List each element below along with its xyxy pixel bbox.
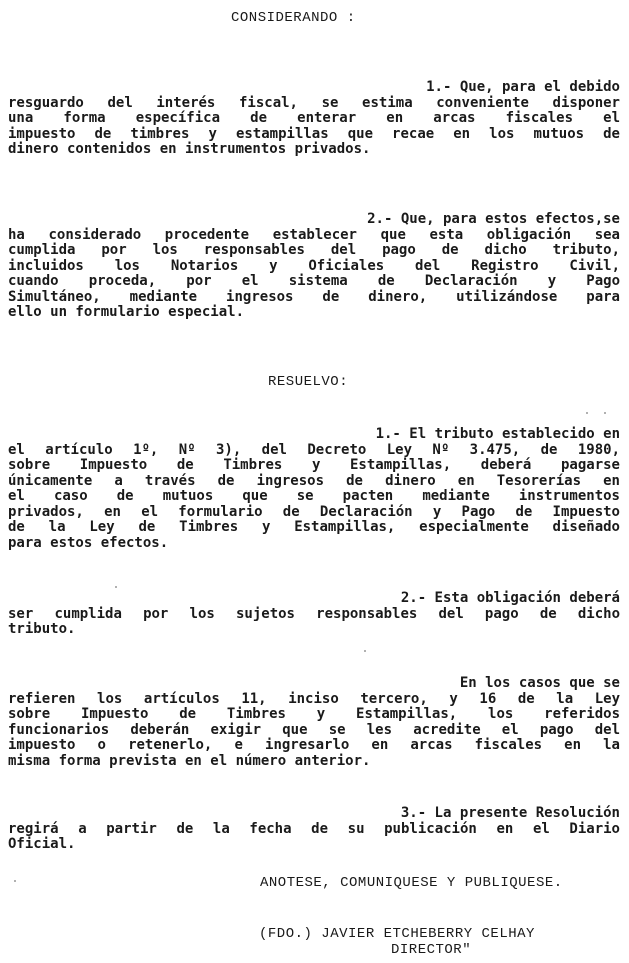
paragraph-line: ello un formulario especial. [8, 304, 245, 320]
signature-name: (FDO.) JAVIER ETCHEBERRY CELHAY [259, 926, 535, 942]
paragraph-line: funcionarios deberán exigir que se les acredite el pago del [8, 721, 620, 738]
scan-speck [604, 412, 606, 414]
paragraph-line: ser cumplida por los sujetos responsables del pago de dicho [8, 605, 620, 622]
paragraph-line: sobre Impuesto de Timbres y Estampillas, deberá pagarse [8, 457, 620, 473]
scan-speck [586, 412, 588, 414]
paragraph-line: 1.- El tributo establecido en [375, 426, 620, 442]
paragraph-line: ha considerado procedente establecer que esta obligación sea [8, 226, 620, 243]
paragraph-line: refieren los artículos 11, inciso tercero, y 16 de la Ley [8, 690, 620, 707]
paragraph-line: 1.- Que, para el debido [426, 79, 620, 95]
paragraph-line: tributo. [8, 621, 76, 637]
considerando-paragraph-2 [8, 212, 620, 321]
paragraph-line: 3.- La presente Resolución [400, 805, 620, 821]
paragraph-line: para estos efectos. [8, 534, 169, 551]
paragraph-line: el artículo 1º, Nº 3), del Decreto Ley Nº 3.475, de 1980, [8, 441, 620, 458]
paragraph-line: de la Ley de Timbres y Estampillas, especialmente diseñado [8, 519, 620, 535]
paragraph-line: dinero contenidos en instrumentos privados. [8, 141, 371, 157]
resuelvo-paragraph-1 [8, 427, 620, 551]
paragraph-line: resguardo del interés fiscal, se estima conveniente disponer [8, 94, 620, 111]
paragraph-line: regirá a partir de la fecha de su publicación en el Diario [8, 820, 620, 837]
resuelvo-paragraph-3 [8, 676, 620, 769]
resuelvo-paragraph-2 [8, 591, 620, 638]
paragraph-line: una forma específica de enterar en arcas fiscales el [8, 110, 620, 126]
paragraph-line: Simultáneo, mediante ingresos de dinero, utilizándose para [8, 288, 620, 305]
scan-speck [364, 650, 366, 652]
signature-title: DIRECTOR" [391, 942, 472, 958]
paragraph-line: el caso de mutuos que se pacten mediante instrumentos [8, 488, 620, 504]
scan-speck [115, 586, 117, 588]
considerando-paragraph-1 [8, 80, 620, 158]
paragraph-line: cuando proceda, por el sistema de Declaración y Pago [8, 273, 620, 289]
paragraph-line: cumplida por los responsables del pago de dicho tributo, [8, 242, 620, 258]
paragraph-line: incluidos los Notarios y Oficiales del Registro Civil, [8, 257, 620, 274]
scan-speck [14, 880, 16, 882]
paragraph-line: misma forma prevista en el número anterior. [8, 752, 371, 769]
paragraph-line: 2.- Que, para estos efectos,se [367, 211, 620, 227]
resuelvo-paragraph-4 [8, 806, 620, 853]
paragraph-line: Oficial. [8, 836, 76, 852]
paragraph-line: sobre Impuesto de Timbres y Estampillas, los referidos [8, 706, 620, 722]
paragraph-line: 2.- Esta obligación deberá [400, 590, 620, 606]
paragraph-line: En los casos que se [459, 675, 620, 691]
paragraph-line: impuesto de timbres y estampillas que recae en los mutuos de [8, 125, 620, 142]
resuelvo-heading: RESUELVO: [268, 374, 349, 390]
closing-formula: ANOTESE, COMUNIQUESE Y PUBLIQUESE. [260, 875, 563, 891]
paragraph-line: únicamente a través de ingresos de dinero en Tesorerías en [8, 472, 620, 489]
considerando-heading: CONSIDERANDO : [231, 10, 356, 26]
paragraph-line: impuesto o retenerlo, e ingresarlo en arcas fiscales en la [8, 737, 620, 753]
paragraph-line: privados, en el formulario de Declaración y Pago de Impuesto [8, 503, 620, 520]
